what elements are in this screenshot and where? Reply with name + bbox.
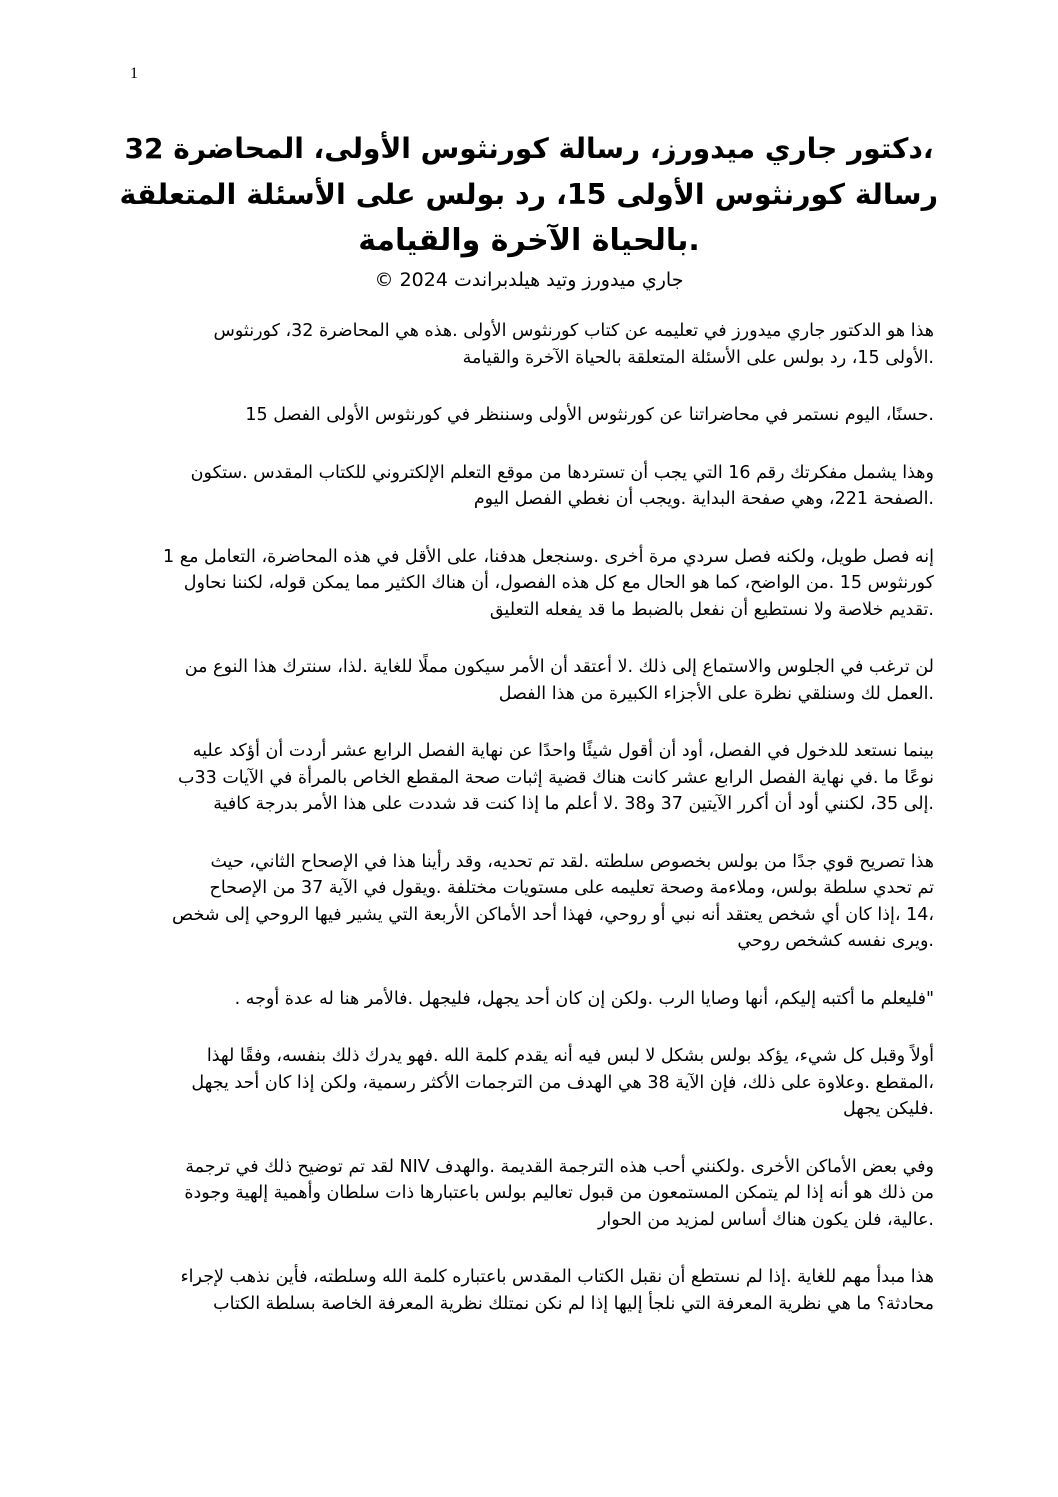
text-line: .الأولى 15، رد بولس على الأسئلة المتعلقة بالحياة الآخرة والقيامة (462, 347, 934, 368)
paragraph (132, 738, 934, 818)
title-line: رسالة كورنثوس الأولى 15، رد بولس على الأسئلة المتعلقة (119, 178, 938, 211)
paragraph (132, 544, 934, 624)
paragraph (132, 1043, 934, 1123)
text-line: .تقديم خلاصة ولا نستطيع أن نفعل بالضبط ما قد يفعله التعليق (489, 599, 934, 620)
document-title (120, 126, 938, 264)
paragraph (132, 1154, 934, 1234)
text-line: هذا مبدأ مهم للغاية .إذا لم نستطع أن نقبل الكتاب المقدس باعتباره كلمة الله وسلطته، فأين نذهب لإجراء (180, 1267, 934, 1287)
text-line: "فليعلم ما أكتبه إليكم، أنها وصايا الرب .ولكن إن كان أحد يجهل، فليجهل .فالأمر هنا له عدة أوجه . (234, 988, 934, 1009)
text-line: محادثة؟ ما هي نظرية المعرفة التي نلجأ إليها إذا لم نكن نمتلك نظرية المعرفة الخاصة بسلطة الكتاب (213, 1293, 934, 1314)
paragraph (132, 402, 934, 429)
document-body (132, 318, 934, 1348)
paragraph (132, 986, 934, 1013)
text-line: أولاً وقبل كل شيء، يؤكد بولس بشكل لا لبس فيه أنه يقدم كلمة الله .فهو يدرك ذلك بنفسه، وفقًا لهذا (206, 1046, 934, 1066)
copyright-notice: جاري ميدورز وتيد هيلدبراندت 2024 © (374, 269, 684, 291)
title-line: ،دكتور جاري ميدورز، رسالة كورنثوس الأولى، المحاضرة 32 (124, 132, 934, 165)
text-line: ،14 ،إذا كان أي شخص يعتقد أنه نبي أو روحي، فهذا أحد الأماكن الأربعة التي يشير فيها الروحي إلى شخص (172, 904, 934, 925)
text-line: كورنثوس 15 .من الواضح، كما هو الحال مع كل هذه الفصول، أن هناك الكثير مما يمكن قوله، لكننا نحاول (183, 573, 934, 593)
text-line: .ويرى نفسه كشخص روحي (737, 931, 934, 951)
paragraph (132, 1264, 934, 1317)
text-line: وفي بعض الأماكن الأخرى .ولكنني أحب هذه الترجمة القديمة .والهدف NIV لقد تم توضيح ذلك في ترجمة (185, 1156, 934, 1177)
paragraph (132, 654, 934, 707)
text-line: ،المقطع .وعلاوة على ذلك، فإن الآية 38 هي الهدف من الترجمات الأكثر رسمية، ولكن إذا كان أحد يجهل (191, 1072, 934, 1093)
text-line: إنه فصل طويل، ولكنه فصل سردي مرة أخرى .وسنجعل هدفنا، على الأقل في هذه المحاضرة، التعامل مع 1 (163, 546, 934, 567)
text-line: لن ترغب في الجلوس والاستماع إلى ذلك .لا أعتقد أن الأمر سيكون مملًا للغاية .لذا، سنترك هذا النوع من (184, 657, 934, 677)
text-line: نوعًا ما .في نهاية الفصل الرابع عشر كانت هناك قضية إثبات صحة المقطع الخاص بالمرأة في الآيات 33ب (177, 767, 934, 788)
text-line: من ذلك هو أنه إذا لم يتمكن المستمعون من قبول تعاليم بولس باعتبارها ذات سلطان وأهمية إلهية وجودة (184, 1183, 934, 1203)
text-line: .إلى 35، لكنني أود أن أكرر الآيتين 37 و38 .لا أعلم ما إذا كنت قد شددت على هذا الأمر بدرجة كافية (213, 794, 934, 814)
text-line: تم تحدي سلطة بولس، وملاءمة وصحة تعليمه على مستويات مختلفة .ويقول في الآية 37 من الإصحاح (209, 878, 934, 898)
text-line: .عالية، فلن يكون هناك أساس لمزيد من الحوار (597, 1209, 934, 1230)
paragraph (132, 849, 934, 955)
text-line: .فليكن يجهل (842, 1099, 934, 1119)
paragraph (132, 460, 934, 513)
text-line: .حسنًا، اليوم نستمر في محاضراتنا عن كورنثوس الأولى وسننظر في كورنثوس الأولى الفصل 15 (245, 405, 934, 425)
page-number: 1 (130, 65, 138, 82)
text-line: .الصفحة 221، وهي صفحة البداية .ويجب أن نغطي الفصل اليوم (473, 489, 934, 509)
text-line: هذا تصريح قوي جدًا من بولس بخصوص سلطته .لقد تم تحديه، وقد رأينا هذا في الإصحاح الثاني، حيث (210, 851, 934, 872)
paragraph (132, 318, 934, 371)
text-line: .العمل لك وسنلقي نظرة على الأجزاء الكبيرة من هذا الفصل (498, 683, 934, 704)
text-line: هذا هو الدكتور جاري ميدورز في تعليمه عن كتاب كورنثوس الأولى .هذه هي المحاضرة 32، كورنثوس (213, 321, 934, 341)
title-line: .بالحياة الآخرة والقيامة (358, 223, 700, 258)
text-line: وهذا يشمل مفكرتك رقم 16 التي يجب أن تستردها من موقع التعلم الإلكتروني للكتاب المقدس .ستكون (190, 462, 934, 483)
text-line: بينما نستعد للدخول في الفصل، أود أن أقول شيئًا واحدًا عن نهاية الفصل الرابع عشر أردت أن أؤكد عليه (192, 741, 934, 761)
